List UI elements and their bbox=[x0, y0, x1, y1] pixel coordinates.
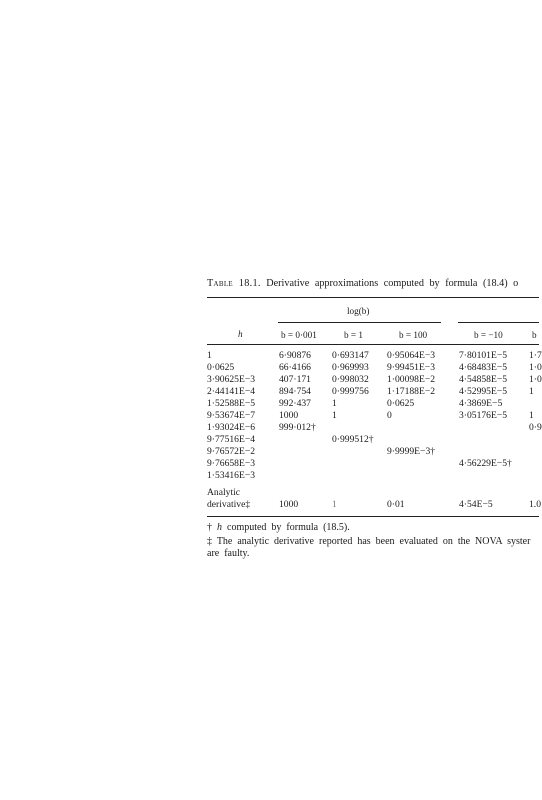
cell-bneg10: 4·52995E−5 bbox=[459, 386, 508, 397]
cell-last-col: 0·9 bbox=[529, 422, 542, 433]
cell-b1: 1 bbox=[332, 398, 337, 409]
analytic-value: 1.0 bbox=[529, 499, 541, 510]
cell-last-col: 1 bbox=[529, 410, 534, 421]
dagger-variable: h bbox=[217, 522, 222, 533]
cell-b100: 1·17188E−2 bbox=[387, 386, 436, 397]
h-value: 1·53416E−3 bbox=[207, 470, 256, 481]
cell-b0001: 1000 bbox=[279, 410, 299, 421]
top-rule bbox=[207, 297, 539, 298]
cell-b1: 1 bbox=[332, 410, 337, 421]
h-value: 2·44141E−4 bbox=[207, 386, 256, 397]
cell-b0001: 999·012† bbox=[279, 422, 316, 433]
group-underline-right bbox=[458, 322, 539, 323]
cell-b0001: 407·171 bbox=[279, 374, 311, 385]
group-header-logb: log(b) bbox=[347, 306, 370, 316]
analytic-value: 4·54E−5 bbox=[459, 499, 493, 510]
analytic-value: 1 bbox=[332, 499, 337, 510]
cell-b0001: 6·90876 bbox=[279, 350, 311, 361]
bottom-rule bbox=[207, 516, 539, 517]
footnote-double-dagger-cont: are faulty. bbox=[207, 548, 250, 559]
cell-last-col: 1 bbox=[529, 386, 534, 397]
cell-bneg10: 4·54858E−5 bbox=[459, 374, 508, 385]
h-value: 9·53674E−7 bbox=[207, 410, 256, 421]
h-value: 9·77516E−4 bbox=[207, 434, 256, 445]
cell-last-col: 1·7 bbox=[529, 350, 542, 361]
column-header-3: b = 100 bbox=[399, 330, 428, 340]
h-value: 9·76572E−2 bbox=[207, 446, 256, 457]
cell-b100: 0 bbox=[387, 410, 392, 421]
analytic-label: derivative‡ bbox=[207, 499, 251, 510]
analytic-value: 1000 bbox=[279, 499, 299, 510]
cell-bneg10: 4·56229E−5† bbox=[459, 458, 512, 469]
cell-bneg10: 3·05176E−5 bbox=[459, 410, 508, 421]
table-caption bbox=[207, 278, 518, 289]
footnote-dagger bbox=[207, 522, 350, 533]
h-value: 0·0625 bbox=[207, 362, 235, 373]
caption-text: Derivative approximations computed by formula (18.4) o bbox=[266, 278, 519, 289]
header-rule bbox=[207, 344, 539, 345]
cell-b100: 0·0625 bbox=[387, 398, 415, 409]
h-value: 1 bbox=[207, 350, 212, 361]
dagger-symbol: † bbox=[207, 522, 212, 533]
cell-b0001: 992·437 bbox=[279, 398, 311, 409]
h-value: 1·52588E−5 bbox=[207, 398, 256, 409]
caption-label: Table 18.1. bbox=[207, 278, 261, 289]
h-value: 9·76658E−3 bbox=[207, 458, 256, 469]
cell-b1: 0·999512† bbox=[332, 434, 374, 445]
cell-b1: 0·693147 bbox=[332, 350, 369, 361]
row-header-h: h bbox=[238, 329, 243, 339]
cell-b1: 0·998032 bbox=[332, 374, 369, 385]
cell-b100: 0·95064E−3 bbox=[387, 350, 436, 361]
h-value: 1·93024E−6 bbox=[207, 422, 256, 433]
cell-b100: 9·9999E−3† bbox=[387, 446, 436, 457]
analytic-label: Analytic bbox=[207, 487, 241, 498]
footnote-double-dagger: ‡ The analytic derivative reported has been evaluated on the NOVA syster bbox=[207, 536, 531, 547]
column-header-4: b = −10 bbox=[474, 330, 503, 340]
cell-last-col: 1·0 bbox=[529, 362, 542, 373]
analytic-value: 0·01 bbox=[387, 499, 405, 510]
cell-b0001: 66·4166 bbox=[279, 362, 311, 373]
cell-b1: 0·969993 bbox=[332, 362, 369, 373]
column-header-1: b = 0·001 bbox=[281, 330, 317, 340]
cell-b1: 0·999756 bbox=[332, 386, 369, 397]
dagger-text: computed by formula (18.5). bbox=[227, 522, 350, 533]
cell-bneg10: 4·3869E−5 bbox=[459, 398, 503, 409]
group-underline-left bbox=[278, 322, 441, 323]
cell-b100: 9·99451E−3 bbox=[387, 362, 436, 373]
h-value: 3·90625E−3 bbox=[207, 374, 256, 385]
cell-bneg10: 7·80101E−5 bbox=[459, 350, 508, 361]
column-header-5: b bbox=[532, 330, 537, 340]
cell-last-col: 1·0 bbox=[529, 374, 542, 385]
cell-b0001: 894·754 bbox=[279, 386, 311, 397]
column-header-2: b = 1 bbox=[344, 330, 363, 340]
cell-bneg10: 4·68483E−5 bbox=[459, 362, 508, 373]
cell-b100: 1·00098E−2 bbox=[387, 374, 436, 385]
